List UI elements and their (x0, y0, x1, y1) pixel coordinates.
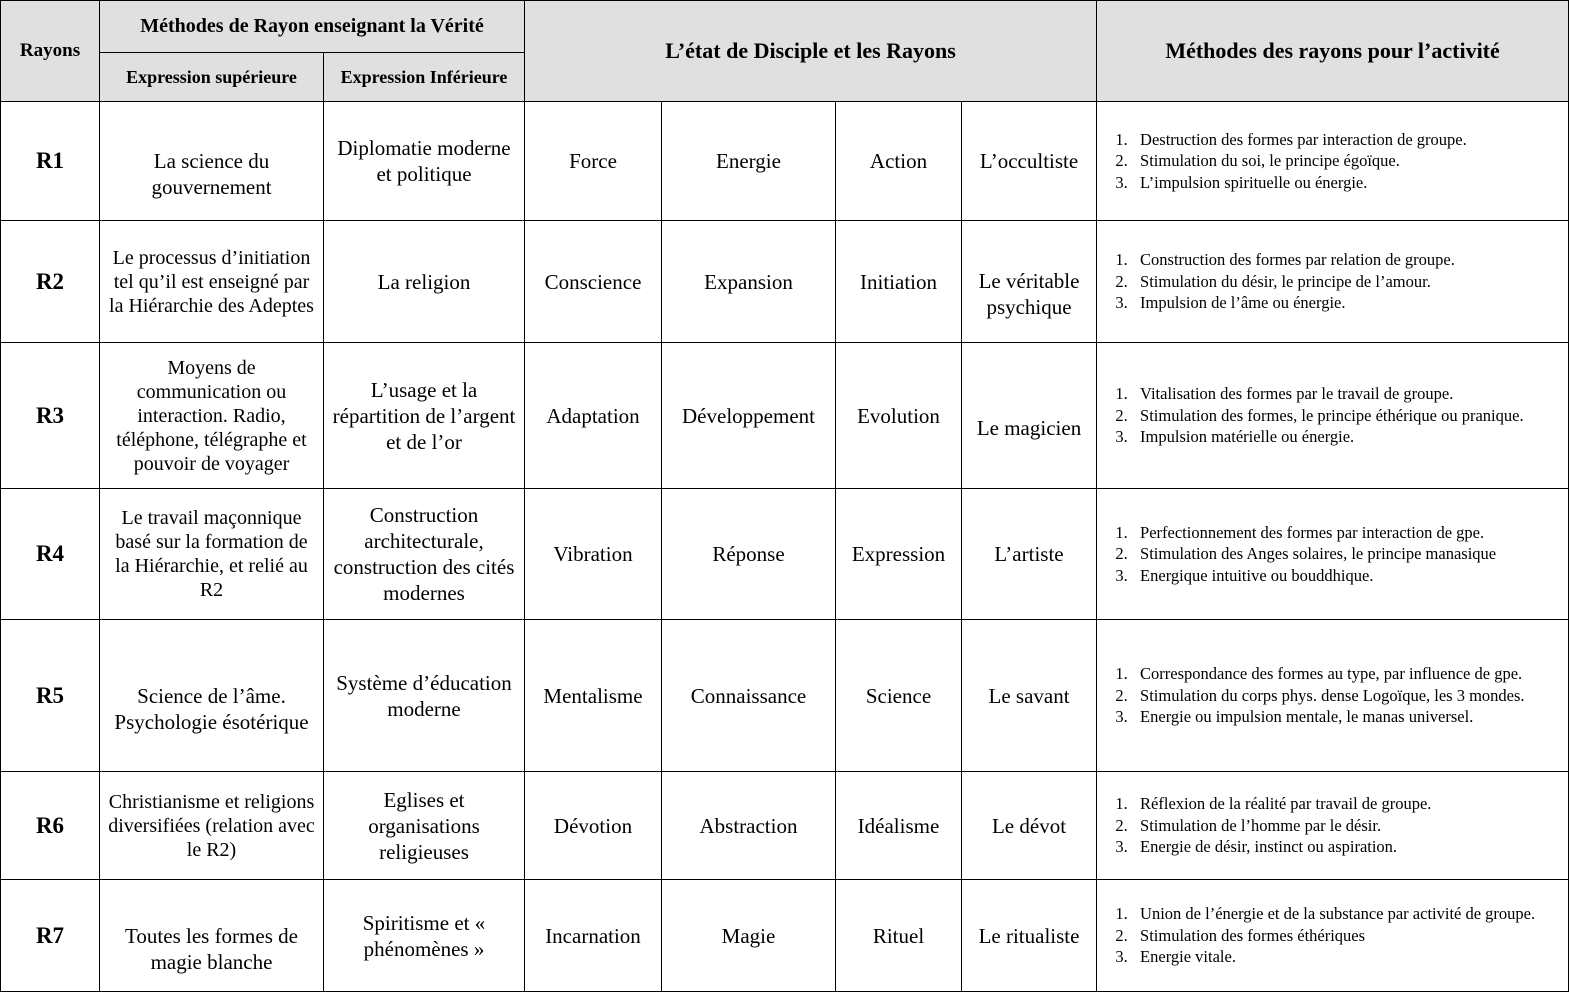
ray-label: R7 (1, 880, 100, 992)
list-text: Impulsion matérielle ou énergie. (1140, 427, 1355, 447)
activity-list (1103, 903, 1562, 968)
list-text: Union de l’énergie et de la substance par activité de groupe. (1140, 904, 1536, 924)
list-text: L’impulsion spirituelle ou énergie. (1140, 172, 1368, 192)
process-cell: Réponse (662, 489, 836, 620)
list-text: Construction des formes par relation de groupe. (1140, 250, 1455, 270)
list-number: 3. (1115, 172, 1128, 192)
header-discipleship: L’état de Disciple et les Rayons (525, 1, 1097, 102)
quality-cell: Adaptation (525, 343, 662, 489)
list-item (1103, 249, 1562, 271)
type-cell: L’artiste (962, 489, 1097, 620)
higher-expression: La science du gouvernement (100, 102, 324, 221)
header-activity: Méthodes des rayons pour l’activité (1097, 1, 1569, 102)
list-item (1103, 706, 1562, 728)
activity-list (1103, 249, 1562, 314)
process-cell: Abstraction (662, 772, 836, 880)
process-cell: Magie (662, 880, 836, 992)
type-cell: Le magicien (962, 343, 1097, 489)
process-cell: Connaissance (662, 620, 836, 772)
list-number: 2. (1115, 271, 1128, 291)
list-item (1103, 685, 1562, 707)
header-row-1 (1, 1, 1569, 53)
list-text: Energique intuitive ou bouddhique. (1140, 565, 1374, 585)
higher-expression: Le travail maçonnique basé sur la formation de la Hiérarchie, et relié au R2 (100, 489, 324, 620)
list-number: 3. (1115, 427, 1128, 447)
ray-label: R4 (1, 489, 100, 620)
process-cell: Expansion (662, 221, 836, 343)
activity-list (1103, 129, 1562, 194)
list-item (1103, 405, 1562, 427)
ray-label: R1 (1, 102, 100, 221)
list-text: Stimulation du soi, le principe égoïque. (1140, 151, 1400, 171)
list-text: Stimulation du désir, le principe de l’amour. (1140, 271, 1431, 291)
quality-cell: Dévotion (525, 772, 662, 880)
table-row (1, 772, 1569, 880)
list-number: 1. (1115, 384, 1128, 404)
list-number: 1. (1115, 522, 1128, 542)
method-cell: Action (836, 102, 962, 221)
list-item (1103, 426, 1562, 448)
quality-cell: Vibration (525, 489, 662, 620)
type-cell: Le savant (962, 620, 1097, 772)
list-text: Correspondance des formes au type, par influence de gpe. (1140, 664, 1523, 684)
header-expr-sup: Expression supérieure (100, 53, 324, 102)
higher-expression: Toutes les formes de magie blanche (100, 880, 324, 992)
lower-expression: Diplomatie moderne et politique (324, 102, 525, 221)
process-cell: Energie (662, 102, 836, 221)
list-text: Stimulation de l’homme par le désir. (1140, 815, 1382, 835)
ray-label: R5 (1, 620, 100, 772)
list-number: 2. (1115, 685, 1128, 705)
list-number: 3. (1115, 565, 1128, 585)
lower-expression: Eglises et organisations religieuses (324, 772, 525, 880)
higher-expression: Moyens de communication ou interaction. Radio, téléphone, télégraphe et pouvoir de voyager (100, 343, 324, 489)
list-text: Impulsion de l’âme ou énergie. (1140, 293, 1346, 313)
list-item (1103, 815, 1562, 837)
list-text: Perfectionnement des formes par interaction de gpe. (1140, 522, 1485, 542)
process-cell: Développement (662, 343, 836, 489)
list-number: 1. (1115, 250, 1128, 270)
list-item (1103, 946, 1562, 968)
list-text: Vitalisation des formes par le travail de groupe. (1140, 384, 1454, 404)
activity-methods (1097, 102, 1569, 221)
table-row (1, 343, 1569, 489)
quality-cell: Mentalisme (525, 620, 662, 772)
lower-expression: Construction architecturale, construction des cités modernes (324, 489, 525, 620)
list-number: 2. (1115, 405, 1128, 425)
list-text: Stimulation du corps phys. dense Logoïque, les 3 mondes. (1140, 685, 1525, 705)
type-cell: Le véritable psychique (962, 221, 1097, 343)
type-cell: L’occultiste (962, 102, 1097, 221)
header-expr-inf: Expression Inférieure (324, 53, 525, 102)
list-text: Energie ou impulsion mentale, le manas universel. (1140, 707, 1474, 727)
activity-methods (1097, 343, 1569, 489)
list-number: 1. (1115, 794, 1128, 814)
ray-label: R6 (1, 772, 100, 880)
list-number: 2. (1115, 925, 1128, 945)
list-text: Destruction des formes par interaction de groupe. (1140, 129, 1467, 149)
activity-methods (1097, 489, 1569, 620)
type-cell: Le dévot (962, 772, 1097, 880)
list-text: Stimulation des formes, le principe éthérique ou pranique. (1140, 405, 1524, 425)
list-item (1103, 925, 1562, 947)
table-body (1, 102, 1569, 992)
list-item (1103, 129, 1562, 151)
list-number: 2. (1115, 151, 1128, 171)
list-text: Stimulation des Anges solaires, le principe manasique (1140, 544, 1497, 564)
table-row (1, 221, 1569, 343)
type-cell: Le ritualiste (962, 880, 1097, 992)
header-rayons: Rayons (1, 1, 100, 102)
table-row (1, 880, 1569, 992)
lower-expression: L’usage et la répartition de l’argent et de l’or (324, 343, 525, 489)
list-item (1103, 522, 1562, 544)
method-cell: Evolution (836, 343, 962, 489)
ray-label: R2 (1, 221, 100, 343)
table-row (1, 489, 1569, 620)
activity-methods (1097, 880, 1569, 992)
list-number: 2. (1115, 544, 1128, 564)
table-row (1, 102, 1569, 221)
higher-expression: Christianisme et religions diversifiées (relation avec le R2) (100, 772, 324, 880)
list-number: 3. (1115, 947, 1128, 967)
activity-list (1103, 522, 1562, 587)
list-text: Energie vitale. (1140, 947, 1236, 967)
method-cell: Rituel (836, 880, 962, 992)
activity-list (1103, 793, 1562, 858)
list-item (1103, 150, 1562, 172)
list-number: 1. (1115, 664, 1128, 684)
list-text: Energie de désir, instinct ou aspiration. (1140, 837, 1398, 857)
ray-label: R3 (1, 343, 100, 489)
table-row (1, 620, 1569, 772)
list-item (1103, 836, 1562, 858)
method-cell: Science (836, 620, 962, 772)
list-number: 2. (1115, 815, 1128, 835)
list-item (1103, 172, 1562, 194)
activity-methods (1097, 221, 1569, 343)
list-text: Réflexion de la réalité par travail de groupe. (1140, 794, 1432, 814)
list-item (1103, 271, 1562, 293)
activity-methods (1097, 620, 1569, 772)
list-number: 3. (1115, 707, 1128, 727)
list-number: 1. (1115, 904, 1128, 924)
list-item (1103, 543, 1562, 565)
list-text: Stimulation des formes éthériques (1140, 925, 1366, 945)
method-cell: Expression (836, 489, 962, 620)
list-item (1103, 565, 1562, 587)
activity-list (1103, 383, 1562, 448)
list-item (1103, 903, 1562, 925)
activity-list (1103, 663, 1562, 728)
method-cell: Idéalisme (836, 772, 962, 880)
quality-cell: Force (525, 102, 662, 221)
list-number: 3. (1115, 293, 1128, 313)
list-number: 1. (1115, 129, 1128, 149)
header-methods-truth: Méthodes de Rayon enseignant la Vérité (100, 1, 525, 53)
lower-expression: Système d’éducation moderne (324, 620, 525, 772)
higher-expression: Science de l’âme. Psychologie ésotérique (100, 620, 324, 772)
list-item (1103, 663, 1562, 685)
activity-methods (1097, 772, 1569, 880)
list-item (1103, 383, 1562, 405)
lower-expression: La religion (324, 221, 525, 343)
list-number: 3. (1115, 837, 1128, 857)
higher-expression: Le processus d’initiation tel qu’il est enseigné par la Hiérarchie des Adeptes (100, 221, 324, 343)
list-item (1103, 793, 1562, 815)
lower-expression: Spiritisme et « phénomènes » (324, 880, 525, 992)
method-cell: Initiation (836, 221, 962, 343)
quality-cell: Conscience (525, 221, 662, 343)
quality-cell: Incarnation (525, 880, 662, 992)
list-item (1103, 292, 1562, 314)
